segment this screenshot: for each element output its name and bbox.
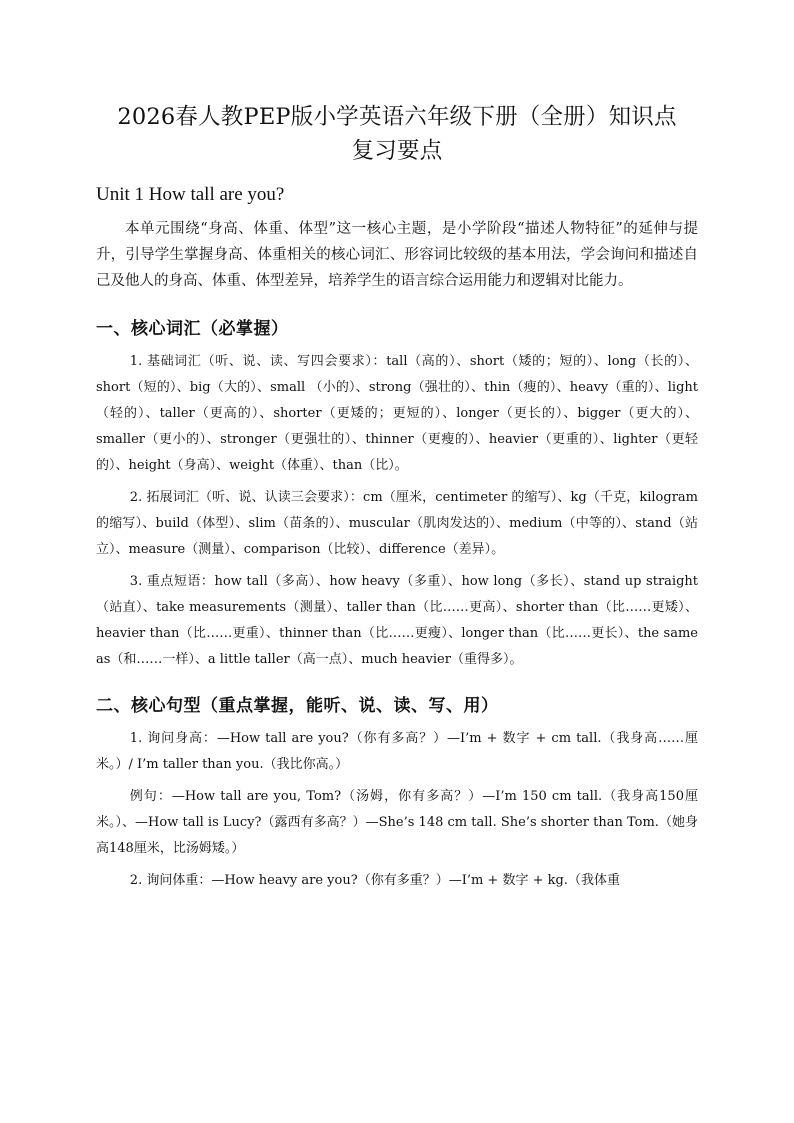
vocab-extended-paragraph: 2. 拓展词汇（听、说、认读三会要求）：cm（厘米，centimeter 的缩写）、kg（千克，kilogram 的缩写）、build（体型）、slim（苗条的）、muscular（肌肉发达的）、medium（中等的）、stand（站立）、measure（测量）、comparison（比较）、difference（差异）。 — [96, 490, 698, 557]
section-heading-sentences: 二、核心句型（重点掌握，能听、说、读、写、用） — [96, 696, 499, 716]
sentence-example-paragraph: 例句：—How tall are you, Tom?（汤姆，你有多高？）—I’m 150 cm tall.（我身高150厘米。）、—How tall is Lucy?（露西有多高？）—She’s 148 cm tall. She’s shorter than Tom.（她身高148厘米，比汤姆矮。） — [96, 789, 698, 856]
section-heading-vocabulary: 一、核心词汇（必掌握） — [96, 319, 289, 339]
unit-heading: Unit 1 How tall are you? — [96, 184, 285, 205]
sentence-height-paragraph: 1. 询问身高：—How tall are you?（你有多高？）—I’m + 数字 + cm tall.（我身高……厘米。）/ I’m taller than you.（我比你高。） — [96, 731, 698, 772]
title-line-1: 2026春人教PEP版小学英语六年级下册（全册）知识点 — [117, 104, 677, 130]
vocab-basic-paragraph: 1. 基础词汇（听、说、读、写四会要求）：tall（高的）、short（矮的；短的）、long（长的）、short（短的）、big（大的）、small （小的）、strong（强壮的）、thin（瘦的）、heavy（重的）、light（轻的）、taller（更高的）、shorter（更矮的；更短的）、longer（更长的）、bigger（更大的）、smaller（更小的）、stronger（更强壮的）、thinner（更瘦的）、heavier（更重的）、lighter（更轻的）、height（身高）、weight（体重）、than（比）。 — [96, 354, 698, 473]
vocab-phrases-paragraph: 3. 重点短语：how tall（多高）、how heavy（多重）、how long（多长）、stand up straight（站直）、take measurements（测量）、taller than（比……更高）、shorter than（比……更矮）、heavier than（比……更重）、thinner than（比……更瘦）、longer than（比……更长）、the same as（和……一样）、a little taller（高一点）、much heavier（重得多）。 — [96, 574, 698, 667]
sentence-weight-paragraph: 2. 询问体重：—How heavy are you?（你有多重？）—I’m + 数字 + kg.（我体重 — [129, 873, 620, 888]
title-line-2: 复习要点 — [351, 138, 443, 164]
document-title — [96, 100, 698, 168]
intro-paragraph: 本单元围绕“身高、体重、体型”这一核心主题，是小学阶段“描述人物特征”的延伸与提升，引导学生掌握身高、体重相关的核心词汇、形容词比较级的基本用法，学会询问和描述自己及他人的身高、体重、体型差异，培养学生的语言综合运用能力和逻辑对比能力。 — [96, 221, 698, 289]
